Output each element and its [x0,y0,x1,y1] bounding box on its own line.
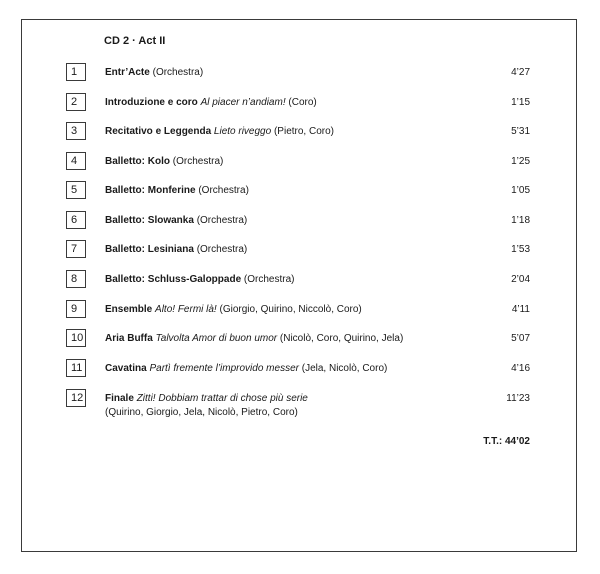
track-duration: 1’15 [511,97,530,108]
track-row [0,359,600,379]
track-incipit: Al piacer n’andiam! [200,97,286,108]
track-title: Balletto: Monferine [105,185,196,196]
track-title: Balletto: Schluss-Galoppade [105,274,242,285]
track-title: Recitativo e Leggenda [105,126,212,137]
track-description [105,66,203,80]
track-title: Finale [105,393,134,404]
track-duration: 5’31 [511,126,530,137]
track-number: 10 [66,329,86,347]
track-row [0,63,600,83]
track-description [105,155,223,169]
track-description [105,96,317,110]
track-description [105,332,403,346]
track-duration: 1’18 [511,215,530,226]
track-performers: (Pietro, Coro) [273,126,334,137]
track-number: 1 [66,63,86,81]
track-row [0,211,600,231]
track-title: Ensemble [105,304,153,315]
track-number: 7 [66,240,86,258]
track-performers: (Coro) [288,97,317,108]
track-duration: 11’23 [506,393,530,404]
track-title: Cavatina [105,363,147,374]
track-number: 2 [66,93,86,111]
track-description [105,125,334,139]
track-incipit: Alto! Fermi là! [155,304,217,315]
track-incipit: Lieto riveggo [213,126,272,137]
track-row [0,122,600,142]
track-title: Introduzione e coro [105,97,198,108]
track-number: 3 [66,122,86,140]
track-performers: (Orchestra) [196,244,248,255]
track-duration: 4’11 [511,304,530,315]
track-row [0,329,600,349]
track-duration: 2’04 [511,274,530,285]
track-description [105,303,362,317]
track-description [105,362,387,376]
track-description [105,184,249,198]
track-number: 9 [66,300,86,318]
track-duration: 5’07 [511,333,530,344]
track-row [0,240,600,260]
track-performers: (Jela, Nicolò, Coro) [301,363,388,374]
track-performers: (Nicolò, Coro, Quirino, Jela) [279,333,404,344]
track-number: 8 [66,270,86,288]
track-incipit: Zitti! Dobbiam trattar di chose più serie [136,393,308,404]
total-time: T.T.: 44’02 [483,436,530,447]
track-incipit: Talvolta Amor di buon umor [155,333,278,344]
track-number: 4 [66,152,86,170]
track-number: 12 [66,389,86,407]
track-title: Balletto: Kolo [105,156,170,167]
track-row [0,181,600,201]
track-title: Entr’Acte [105,67,150,78]
disc-header: CD 2 · Act II [104,35,166,47]
track-number: 5 [66,181,86,199]
track-duration: 1’25 [511,156,530,167]
track-row [0,389,600,418]
track-performers: (Orchestra) [152,67,204,78]
track-performers: (Giorgio, Quirino, Niccolò, Coro) [219,304,362,315]
track-performers: (Quirino, Giorgio, Jela, Nicolò, Pietro, Coro) [105,407,298,418]
track-description [105,214,247,228]
track-performers: (Orchestra) [198,185,249,196]
track-performers: (Orchestra) [172,156,224,167]
track-row [0,152,600,172]
track-performers: (Orchestra) [243,274,295,285]
track-description [105,273,294,287]
track-row [0,270,600,290]
track-row [0,93,600,113]
track-title: Balletto: Lesiniana [105,244,194,255]
track-duration: 4’16 [511,363,530,374]
track-description [105,392,308,420]
track-description [105,243,247,257]
track-duration: 4’27 [511,67,530,78]
track-number: 6 [66,211,86,229]
track-title: Balletto: Slowanka [105,215,194,226]
track-incipit: Partì fremente l’improvido messer [149,363,299,374]
track-row [0,300,600,320]
track-number: 11 [66,359,86,377]
track-title: Aria Buffa [105,333,153,344]
track-performers: (Orchestra) [196,215,248,226]
track-duration: 1’05 [511,185,530,196]
track-duration: 1’53 [511,244,530,255]
